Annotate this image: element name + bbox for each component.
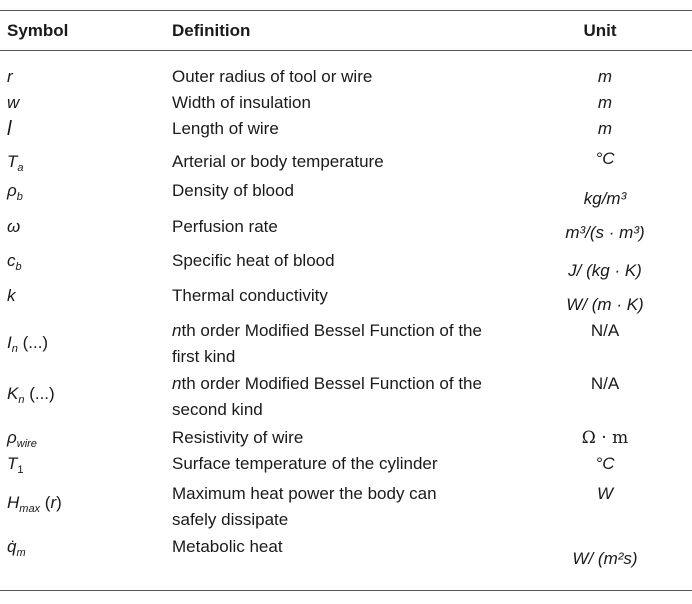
unit-k: W/ (m · K) — [566, 295, 644, 314]
definition-t-a: Arterial or body temperature — [172, 152, 384, 171]
definition-q-m-dot: Metabolic heat — [172, 537, 283, 556]
table-bottom-rule — [0, 590, 692, 591]
unit-c-b: J/ (kg · K) — [568, 261, 642, 280]
header-definition: Definition — [172, 21, 251, 40]
table-top-rule — [0, 10, 692, 11]
header-unit: Unit — [583, 21, 617, 40]
definition-l: Length of wire — [172, 119, 279, 138]
symbol-i-n: $I_n$ (...) — [7, 333, 49, 355]
symbol-r: r — [7, 67, 13, 86]
symbol-rho-wire: $\rho_{wire}$ — [7, 428, 37, 450]
definition-omega: Perfusion rate — [172, 217, 278, 236]
symbol-h-max: $H_{max}$ (r) — [7, 493, 62, 515]
definition-k-n-line1: nth order Modified Bessel Function of the — [172, 374, 482, 393]
unit-rho-b: kg/m³ — [583, 189, 627, 208]
unit-t-a: °C — [595, 149, 615, 168]
symbol-omega: ω — [7, 217, 21, 236]
definition-k: Thermal conductivity — [172, 286, 328, 305]
unit-i-n: N/A — [590, 321, 620, 340]
definition-rho-wire: Resistivity of wire — [172, 428, 304, 447]
definition-i-n-line1: nth order Modified Bessel Function of the — [172, 321, 482, 340]
unit-l: m — [597, 119, 613, 138]
definition-rho-b: Density of blood — [172, 181, 294, 200]
table-header-rule — [0, 50, 692, 51]
symbol-q-m-dot: $q̇_m$ — [7, 537, 26, 559]
header-symbol: Symbol — [7, 21, 69, 40]
definition-h-max-line2: safely dissipate — [172, 510, 289, 529]
definition-r: Outer radius of tool or wire — [172, 67, 373, 86]
definition-i-n-line2: first kind — [172, 347, 236, 366]
unit-rho-wire: Ω · m — [581, 428, 629, 448]
symbol-t-1: $T_1$ — [7, 454, 24, 476]
unit-k-n: N/A — [590, 374, 620, 393]
definition-t-1: Surface temperature of the cylinder — [172, 454, 438, 473]
symbol-k: k — [7, 286, 16, 305]
definition-h-max-line1: Maximum heat power the body can — [172, 484, 437, 503]
definition-w: Width of insulation — [172, 93, 311, 112]
symbol-w: w — [7, 93, 20, 112]
unit-h-max: W — [596, 484, 614, 503]
symbol-l: l — [7, 118, 12, 140]
unit-t-1: °C — [595, 454, 615, 473]
definition-k-n-line2: second kind — [172, 400, 263, 419]
symbol-t-a: $T_a$ — [7, 152, 24, 174]
unit-omega: m³/(s · m³) — [565, 223, 645, 242]
symbol-c-b: $c_b$ — [7, 251, 22, 273]
unit-q-m-dot: W/ (m²s) — [572, 549, 638, 568]
definition-c-b: Specific heat of blood — [172, 251, 335, 270]
symbol-k-n: $K_n$ (...) — [7, 384, 55, 406]
unit-w: m — [597, 93, 613, 112]
unit-r: m — [597, 67, 613, 86]
symbol-rho-b: $\rho_b$ — [7, 181, 23, 203]
